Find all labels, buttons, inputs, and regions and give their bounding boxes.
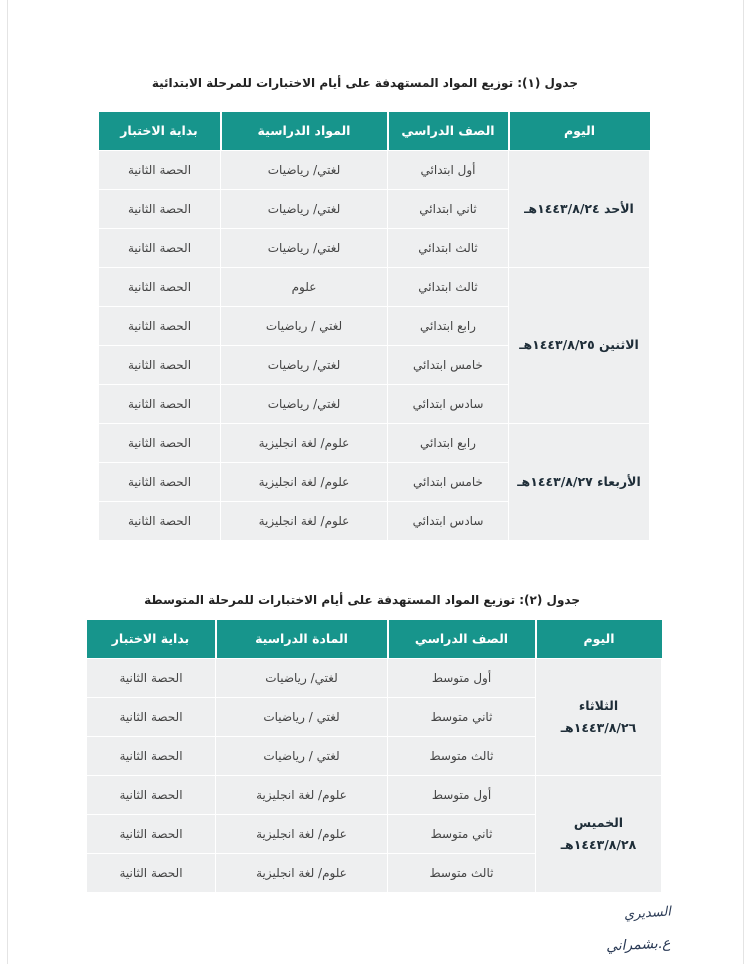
header-grade: الصف الدراسي (388, 620, 536, 658)
table-row (87, 658, 662, 697)
subject-cell: لغتي / رياضيات (221, 306, 388, 345)
start-cell: الحصة الثانية (87, 697, 216, 736)
subject-cell: علوم (221, 267, 388, 306)
header-subject: المواد الدراسية (221, 112, 388, 150)
start-cell: الحصة الثانية (87, 814, 216, 853)
grade-cell: سادس ابتدائي (388, 501, 509, 540)
grade-cell: ثاني متوسط (388, 814, 536, 853)
grade-cell: ثالث ابتدائي (388, 228, 509, 267)
grade-cell: سادس ابتدائي (388, 384, 509, 423)
subject-cell: علوم/ لغة انجليزية (216, 814, 388, 853)
table1-caption: جدول (١): توزيع المواد المستهدفة على أيام الاختبارات للمرحلة الابتدائية (151, 76, 578, 90)
grade-cell: أول ابتدائي (388, 150, 509, 189)
subject-cell: علوم/ لغة انجليزية (216, 853, 388, 892)
day-cell (536, 658, 662, 775)
day-name: الاثنين ١٤٤٣/٨/٢٥هـ (519, 337, 639, 353)
grade-cell: خامس ابتدائي (388, 345, 509, 384)
day-name: الخميس (573, 815, 624, 831)
day-date: ١٤٤٣/٨/٢٦هـ (560, 719, 637, 735)
subject-cell: لغتي/ رياضيات (216, 658, 388, 697)
start-cell: الحصة الثانية (99, 462, 221, 501)
start-cell: الحصة الثانية (99, 189, 221, 228)
day-cell (536, 775, 662, 892)
subject-cell: لغتي / رياضيات (216, 697, 388, 736)
day-cell (509, 150, 650, 267)
start-cell: الحصة الثانية (99, 345, 221, 384)
subject-cell: لغتي/ رياضيات (221, 150, 388, 189)
day-name: الأحد ١٤٤٣/٨/٢٤هـ (524, 200, 634, 216)
start-cell: الحصة الثانية (99, 150, 221, 189)
table-row (99, 267, 650, 306)
grade-cell: رابع ابتدائي (388, 423, 509, 462)
grade-cell: ثالث متوسط (388, 736, 536, 775)
day-cell (509, 423, 650, 540)
start-cell: الحصة الثانية (99, 267, 221, 306)
subject-cell: علوم/ لغة انجليزية (221, 423, 388, 462)
subject-cell: لغتي/ رياضيات (221, 345, 388, 384)
header-subject: المادة الدراسية (216, 620, 388, 658)
header-day: اليوم (536, 620, 662, 658)
header-day: اليوم (509, 112, 650, 150)
table-header-row (87, 620, 662, 658)
start-cell: الحصة الثانية (99, 384, 221, 423)
grade-cell: ثاني ابتدائي (388, 189, 509, 228)
start-cell: الحصة الثانية (99, 228, 221, 267)
grade-cell: ثالث ابتدائي (388, 267, 509, 306)
table-header-row (99, 112, 650, 150)
subject-cell: لغتي/ رياضيات (221, 228, 388, 267)
day-date: ١٤٤٣/٨/٢٨هـ (560, 836, 637, 852)
table-row (99, 423, 650, 462)
table-row (87, 775, 662, 814)
start-cell: الحصة الثانية (87, 736, 216, 775)
start-cell: الحصة الثانية (99, 306, 221, 345)
start-cell: الحصة الثانية (87, 775, 216, 814)
table-row (99, 150, 650, 189)
grade-cell: ثالث متوسط (388, 853, 536, 892)
intermediate-exam-schedule-table (86, 620, 662, 893)
header-start: بداية الاختبار (99, 112, 221, 150)
grade-cell: خامس ابتدائي (388, 462, 509, 501)
header-grade: الصف الدراسي (388, 112, 509, 150)
subject-cell: لغتي/ رياضيات (221, 384, 388, 423)
grade-cell: ثاني متوسط (388, 697, 536, 736)
start-cell: الحصة الثانية (99, 501, 221, 540)
grade-cell: أول متوسط (388, 775, 536, 814)
subject-cell: لغتي / رياضيات (216, 736, 388, 775)
signature-line-1: السديري (623, 904, 672, 923)
grade-cell: أول متوسط (388, 658, 536, 697)
day-name: الثلاثاء (578, 698, 619, 714)
day-cell (509, 267, 650, 423)
signature-line-2: ع.بشمراني (605, 935, 671, 955)
subject-cell: علوم/ لغة انجليزية (216, 775, 388, 814)
day-name: الأربعاء ١٤٤٣/٨/٢٧هـ (517, 473, 641, 489)
start-cell: الحصة الثانية (99, 423, 221, 462)
start-cell: الحصة الثانية (87, 853, 216, 892)
subject-cell: لغتي/ رياضيات (221, 189, 388, 228)
start-cell: الحصة الثانية (87, 658, 216, 697)
primary-exam-schedule-table (98, 112, 650, 541)
header-start: بداية الاختبار (87, 620, 216, 658)
table2-caption: جدول (٢): توزيع المواد المستهدفة على أيام الاختبارات للمرحلة المتوسطة (144, 593, 580, 607)
subject-cell: علوم/ لغة انجليزية (221, 462, 388, 501)
subject-cell: علوم/ لغة انجليزية (221, 501, 388, 540)
grade-cell: رابع ابتدائي (388, 306, 509, 345)
